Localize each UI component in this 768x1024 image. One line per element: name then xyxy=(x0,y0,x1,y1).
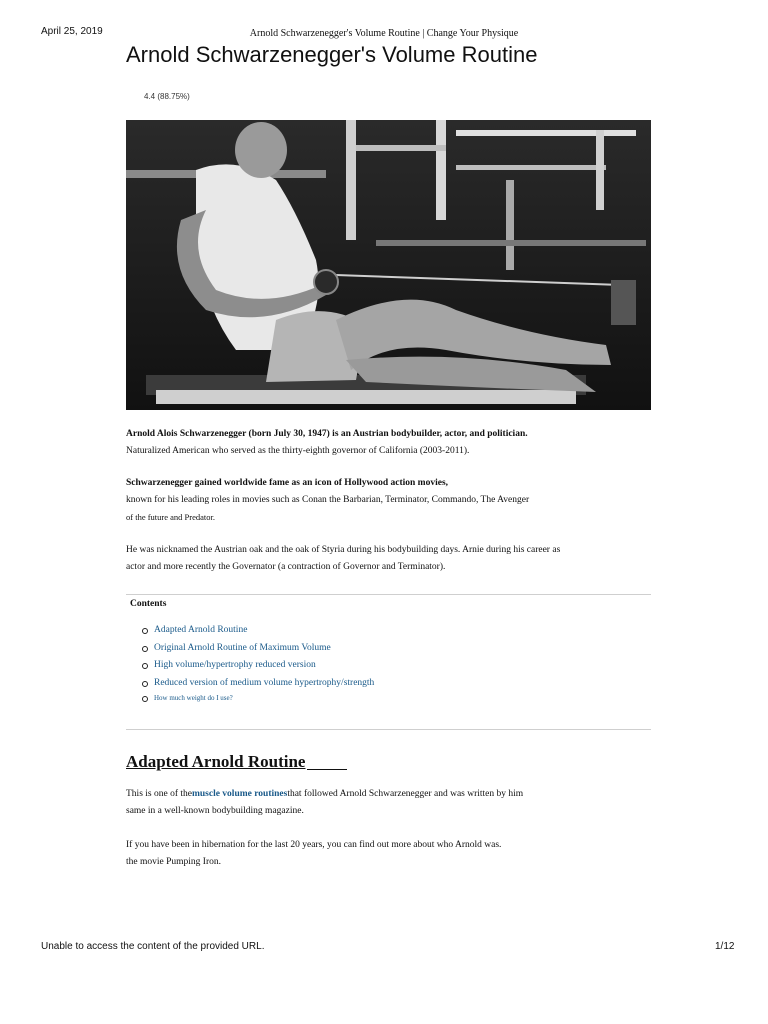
toc-divider-bottom xyxy=(126,729,651,730)
section-text-line2: same in a well-known bodybuilding magazine. xyxy=(126,806,304,816)
page-number: 1/12 xyxy=(715,941,735,952)
section-heading: Adapted Arnold Routine xyxy=(126,752,306,771)
page-title: Arnold Schwarzenegger's Volume Routine xyxy=(126,42,538,67)
intro-paragraph-3 xyxy=(126,542,596,576)
toc-title: Contents xyxy=(130,599,167,609)
intro-text-3a: He was nicknamed the Austrian oak and the oak of Styria during his bodybuilding days. Arnie during his career as xyxy=(126,545,561,555)
section-text-prefix: This is one of the xyxy=(126,789,192,799)
intro-bold-1: Arnold Alois Schwarzenegger (born July 30, 1947) is an Austrian bodybuilder, actor, and politician. xyxy=(126,429,528,439)
toc-item-reduced-version[interactable]: Reduced version of medium volume hypertrophy/strength xyxy=(142,675,374,693)
section-paragraph-1 xyxy=(126,786,566,820)
section-paragraph-2 xyxy=(126,837,566,871)
section-text-suffix: that followed Arnold Schwarzenegger and was written by him xyxy=(287,789,524,799)
intro-text-3b: actor and more recently the Governator (a contraction of Governor and Terminator). xyxy=(126,562,446,572)
print-date: April 25, 2019 xyxy=(41,26,103,37)
rating: 4.4 (88.75%) xyxy=(144,92,190,101)
intro-text-2a: known for his leading roles in movies such as Conan the Barbarian, Terminator, Commando, The Avenger xyxy=(126,495,530,505)
toc-item-weight[interactable]: How much weight do I use? xyxy=(142,692,374,704)
toc-item-adapted-routine[interactable]: Adapted Arnold Routine xyxy=(142,622,374,640)
intro-paragraph-1 xyxy=(126,426,571,460)
toc-divider-top xyxy=(126,594,651,595)
heading-underline-extension xyxy=(307,769,347,770)
muscle-volume-routines-link[interactable]: muscle volume routines xyxy=(191,789,288,799)
article-photo xyxy=(126,120,651,410)
toc-item-original-routine[interactable]: Original Arnold Routine of Maximum Volume xyxy=(142,640,374,658)
bodybuilder-rowing-photo xyxy=(126,120,651,410)
intro-text-2b: of the future and Predator. xyxy=(126,512,215,522)
print-header-title: Arnold Schwarzenegger's Volume Routine | Change Your Physique xyxy=(249,28,519,39)
intro-paragraph-2 xyxy=(126,475,596,527)
toc-list xyxy=(142,622,374,704)
section-text-2b: the movie Pumping Iron. xyxy=(126,857,221,867)
intro-bold-2: Schwarzenegger gained worldwide fame as an icon of Hollywood action movies, xyxy=(126,478,449,488)
section-text-2a: If you have been in hibernation for the last 20 years, you can find out more about who Arnold was. xyxy=(126,840,502,850)
intro-text-1: Naturalized American who served as the thirty-eighth governor of California (2003-2011). xyxy=(126,446,470,456)
footer-message: Unable to access the content of the provided URL. xyxy=(41,941,265,952)
toc-item-high-volume[interactable]: High volume/hypertrophy reduced version xyxy=(142,657,374,675)
